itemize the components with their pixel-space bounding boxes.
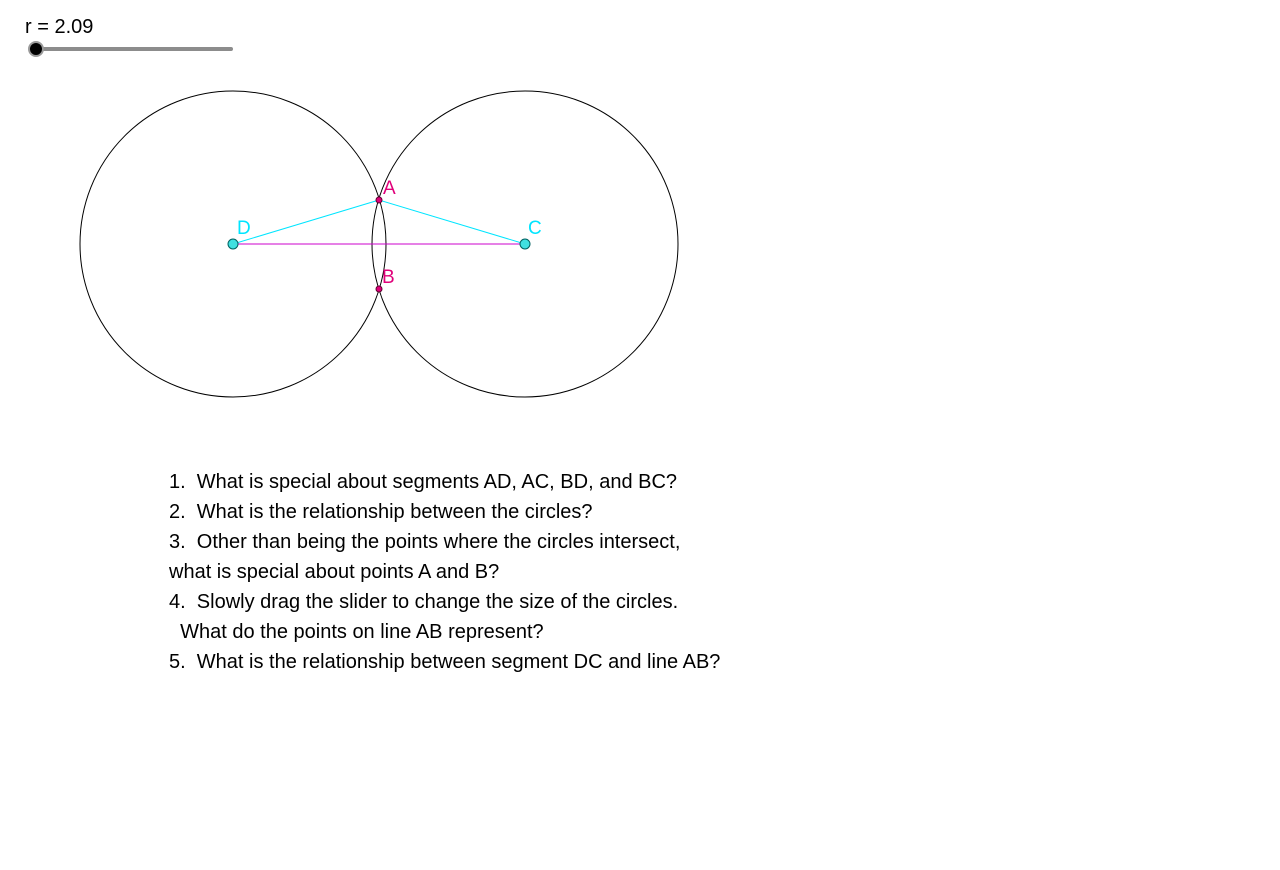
segment-ac (379, 200, 525, 244)
question-list (169, 467, 720, 677)
question-line: 3. Other than being the points where the circles intersect, (169, 531, 681, 553)
point-c[interactable] (520, 239, 530, 249)
question-line: what is special about points A and B? (169, 561, 500, 583)
point-a (376, 197, 382, 203)
question-line: 4. Slowly drag the slider to change the size of the circles. (169, 591, 679, 613)
point-d-label: D (237, 218, 251, 239)
slider-value-label: r = 2.09 (25, 16, 94, 38)
point-c-label: C (528, 218, 542, 239)
point-a-label: A (383, 178, 396, 199)
question-line: 2. What is the relationship between the circles? (169, 501, 593, 523)
question-line: 5. What is the relationship between segment DC and line AB? (169, 651, 721, 673)
question-line: What do the points on line AB represent? (169, 621, 544, 643)
point-d[interactable] (228, 239, 238, 249)
question-line: 1. What is special about segments AD, AC, BD, and BC? (169, 471, 678, 493)
segment-ad (233, 200, 379, 244)
point-b-label: B (382, 267, 395, 288)
